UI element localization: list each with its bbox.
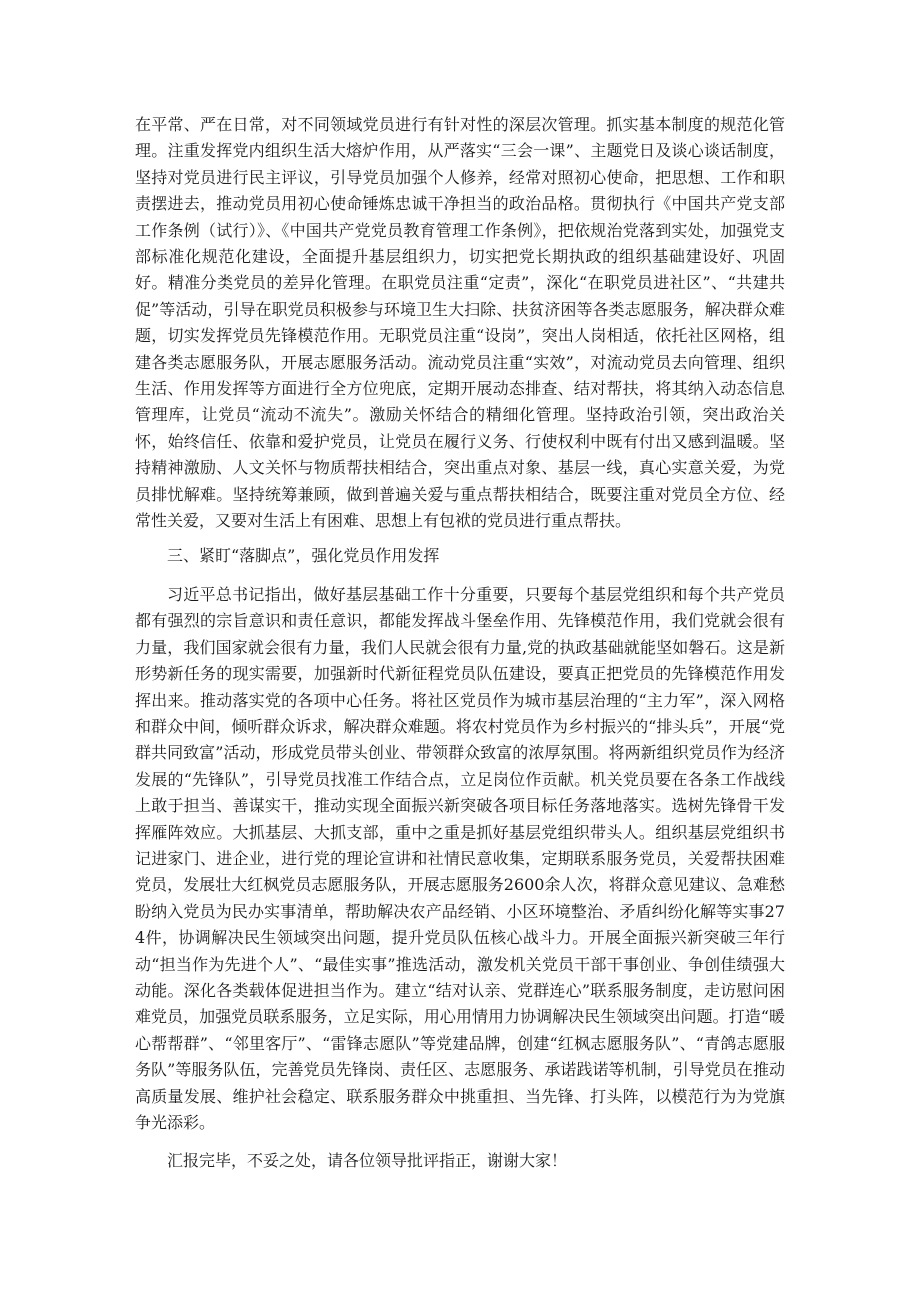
section-heading: 三、紧盯“落脚点”，强化党员作用发挥 [167, 545, 440, 565]
document-page [135, 112, 785, 1175]
body-paragraph: 习近平总书记指出，做好基层基础工作十分重要，只要每个基层党组织和每个共产党员都有强烈的宗旨意识和责任意识，都能发挥战斗堡垒作用、先锋模范作用，我们党就会很有力量，我们国家就会很有力量，我们人民就会很有力量,党的执政基础就能坚如磐石。这是新形势新任务的现实需要，加强新时代新征程党员队伍建设，要真正把党员的先锋模范作用发挥出来。推动落实党的各项中心任务。将社区党员作为城市基层治理的“主力军”，深入网格和群众中间，倾听群众诉求，解决群众难题。将农村党员作为乡村振兴的“排头兵”，开展“党群共同致富”活动，形成党员带头创业、带领群众致富的浓厚氛围。将两新组织党员作为经济发展的“先锋队”，引导党员找准工作结合点，立足岗位作贡献。机关党员要在各条工作战线上敢于担当、善谋实干，推动实现全面振兴新突破各项目标任务落地落实。选树先锋骨干发挥雁阵效应。大抓基层、大抓支部，重中之重是抓好基层党组织带头人。组织基层党组织书记进家门、进企业，进行党的理论宣讲和社情民意收集，定期联系服务党员，关爱帮扶困难党员，发展壮大红枫党员志愿服务队，开展志愿服务2600余人次，将群众意见建议、急难愁盼纳入党员为民办实事清单，帮助解决农产品经销、小区环境整治、矛盾纠纷化解等实事274件，协调解决民生领域突出问题，提升党员队伍核心战斗力。开展全面振兴新突破三年行动“担当作为先进个人”、“最佳实事”推选活动，激发机关党员干部干事创业、争创佳绩强大动能。深化各类载体促进担当作为。建立“结对认亲、党群连心”联系服务制度，走访慰问困难党员，加强党员联系服务，立足实际，用心用情用力协调解决民生领域突出问题。打造“暖心帮帮群”、“邻里客厅”、“雷锋志愿队”等党建品牌，创建“红枫志愿服务队”、“青鸽志愿服务队”等服务队伍，完善党员先锋岗、责任区、志愿服务、承诺践诺等机制，引导党员在推动高质量发展、维护社会稳定、联系服务群众中挑重担、当先锋、打头阵，以模范行为为党旗争光添彩。 [135, 584, 785, 1133]
closing-paragraph: 汇报完毕，不妥之处，请各位领导批评指正，谢谢大家！ [167, 1151, 568, 1171]
body-paragraph: 在平常、严在日常，对不同领域党员进行有针对性的深层次管理。抓实基本制度的规范化管理。注重发挥党内组织生活大熔炉作用，从严落实“三会一课”、主题党日及谈心谈话制度，坚持对党员进行民主评议，引导党员加强个人修养，经常对照初心使命，把思想、工作和职责摆进去，推动党员用初心使命锤炼忠诚干净担当的政治品格。贯彻执行《中国共产党支部工作条例（试行）》、《中国共产党党员教育管理工作条例》，把依规治党落到实处，加强党支部标准化规范化建设，全面提升基层组织力，切实把党长期执政的组织基础建设好、巩固好。精准分类党员的差异化管理。在职党员注重“定责”，深化“在职党员进社区”、“共建共促”等活动，引导在职党员积极参与环境卫生大扫除、扶贫济困等各类志愿服务，解决群众难题，切实发挥党员先锋模范作用。无职党员注重“设岗”，突出人岗相适，依托社区网格，组建各类志愿服务队，开展志愿服务活动。流动党员注重“实效”，对流动党员去向管理、组织生活、作用发挥等方面进行全方位兜底，定期开展动态排查、结对帮扶，将其纳入动态信息管理库，让党员“流动不流失”。激励关怀结合的精细化管理。坚持政治引领，突出政治关怀，始终信任、依靠和爱护党员，让党员在履行义务、行使权利中既有付出又感到温暖。坚持精神激励、人文关怀与物质帮扶相结合，突出重点对象、基层一线，真心实意关爱，为党员排忧解难。坚持统筹兼顾，做到普遍关爱与重点帮扶相结合，既要注重对党员全方位、经常性关爱，又要对生活上有困难、思想上有包袱的党员进行重点帮扶。 [135, 115, 785, 531]
